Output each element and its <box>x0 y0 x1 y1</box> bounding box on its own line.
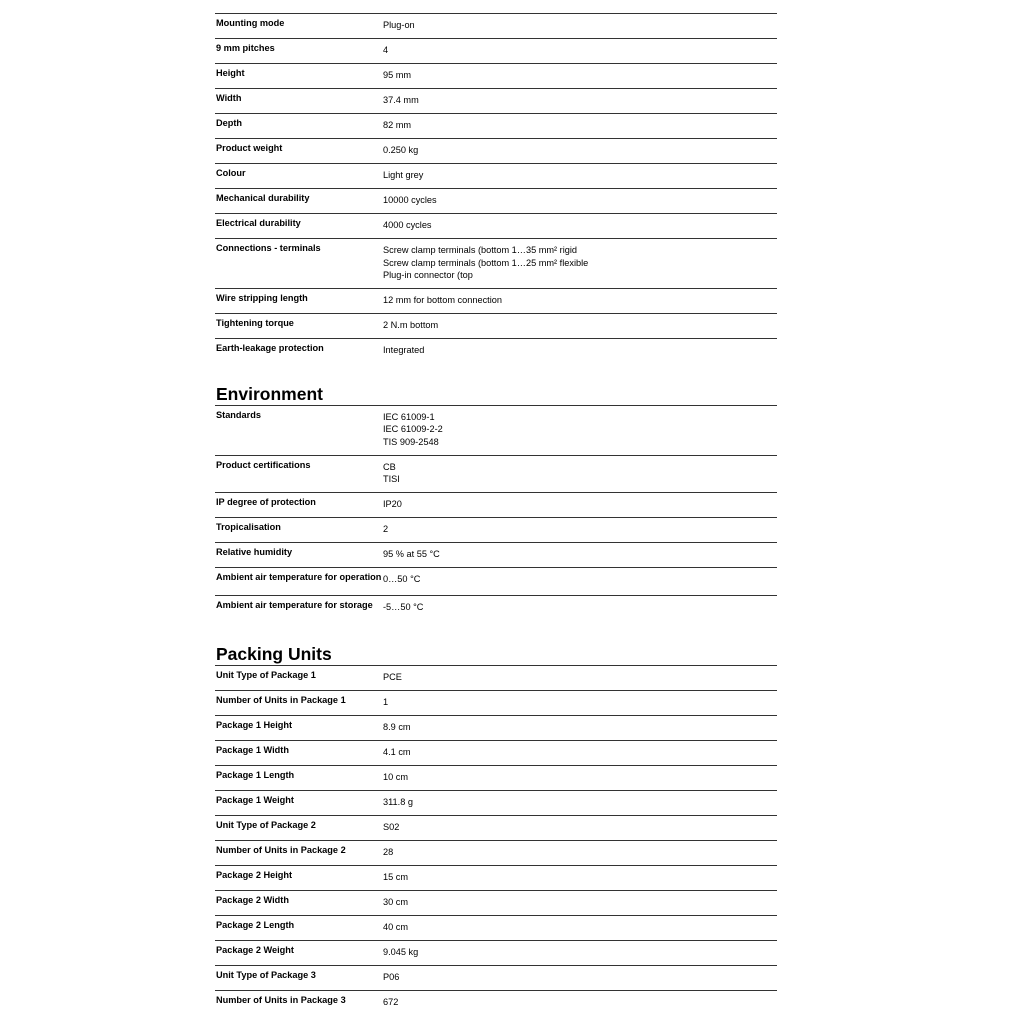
spec-row <box>215 188 777 213</box>
spec-label: Unit Type of Package 2 <box>216 819 316 830</box>
spec-value-line: 30 cm <box>383 896 409 907</box>
spec-row <box>215 690 777 715</box>
spec-sheet <box>215 13 777 1015</box>
spec-value <box>383 741 777 765</box>
spec-label: Product certifications <box>216 459 311 470</box>
spec-label: Connections - terminals <box>216 243 321 253</box>
spec-value <box>383 543 777 567</box>
spec-label: Package 2 Width <box>216 894 289 905</box>
spec-value-line: 8.9 cm <box>383 721 411 732</box>
spec-value <box>383 339 777 363</box>
spec-label: Width <box>216 93 242 103</box>
spec-label: Number of Units in Package 1 <box>216 694 346 705</box>
spec-value-line: 9.045 kg <box>383 946 419 957</box>
spec-value <box>383 518 777 542</box>
spec-value <box>383 991 777 1015</box>
spec-label: Ambient air temperature for operation <box>216 571 382 582</box>
spec-row <box>215 405 777 455</box>
spec-row <box>215 517 777 542</box>
spec-value-line: 2 <box>383 523 389 534</box>
spec-value <box>383 816 777 840</box>
spec-value-line: Light grey <box>383 170 424 180</box>
spec-value <box>383 214 777 238</box>
spec-value <box>383 64 777 88</box>
spec-label: Package 2 Weight <box>216 944 294 955</box>
spec-value-line: 95 % at 55 °C <box>383 548 440 559</box>
spec-row <box>215 213 777 238</box>
spec-value <box>383 164 777 188</box>
spec-value-line: PCE <box>383 671 402 682</box>
spec-value <box>383 866 777 890</box>
spec-value <box>383 666 777 690</box>
spec-row <box>215 163 777 188</box>
spec-value <box>383 39 777 63</box>
spec-row <box>215 890 777 915</box>
spec-row <box>215 865 777 890</box>
spec-row <box>215 595 777 623</box>
spec-label: Package 1 Height <box>216 719 293 730</box>
spec-value <box>383 568 777 595</box>
spec-value-line: IEC 61009-1 <box>383 411 435 422</box>
spec-label: Colour <box>216 168 246 178</box>
spec-value-line: Plug-on <box>383 20 415 30</box>
spec-value-line: 0…50 °C <box>383 573 421 584</box>
spec-label: Number of Units in Package 3 <box>216 994 346 1005</box>
packing-units-spec-table <box>215 665 777 1015</box>
spec-value-line: CB <box>383 461 396 472</box>
spec-value-line: Screw clamp terminals (bottom 1…25 mm² flexible <box>383 257 589 268</box>
spec-label: IP degree of protection <box>216 496 316 507</box>
spec-label: Relative humidity <box>216 546 293 557</box>
spec-value-line: S02 <box>383 821 400 832</box>
spec-label: Ambient air temperature for storage <box>216 599 373 610</box>
spec-row <box>215 38 777 63</box>
spec-label: Package 1 Width <box>216 744 289 755</box>
spec-value <box>383 289 777 313</box>
spec-row <box>215 665 777 690</box>
spec-row <box>215 492 777 517</box>
spec-row <box>215 113 777 138</box>
spec-label: Package 2 Length <box>216 919 295 930</box>
spec-value <box>383 941 777 965</box>
spec-row <box>215 990 777 1015</box>
spec-value <box>383 139 777 163</box>
packing-units-section-title: Packing Units <box>216 643 332 664</box>
spec-row <box>215 765 777 790</box>
spec-label: Package 2 Height <box>216 869 293 880</box>
spec-value <box>383 239 777 288</box>
spec-label: Package 1 Weight <box>216 794 294 805</box>
spec-value-line: 0.250 kg <box>383 145 419 155</box>
spec-value-line: Plug-in connector (top <box>383 270 473 281</box>
spec-value <box>383 314 777 338</box>
spec-row <box>215 567 777 595</box>
spec-row <box>215 815 777 840</box>
spec-value <box>383 691 777 715</box>
spec-value-line: TISI <box>383 474 400 485</box>
spec-label: Number of Units in Package 2 <box>216 844 346 855</box>
spec-value <box>383 916 777 940</box>
spec-row <box>215 13 777 38</box>
spec-value <box>383 766 777 790</box>
spec-value-line: 10000 cycles <box>383 195 437 205</box>
spec-row <box>215 915 777 940</box>
spec-value-line: TIS 909-2548 <box>383 436 439 447</box>
spec-value-line: P06 <box>383 971 400 982</box>
spec-value <box>383 493 777 517</box>
spec-value-line: 672 <box>383 996 399 1007</box>
spec-label: Tightening torque <box>216 317 294 328</box>
spec-value-line: IP20 <box>383 498 402 509</box>
spec-value <box>383 596 777 623</box>
spec-row <box>215 965 777 990</box>
spec-label: Depth <box>216 118 243 128</box>
spec-label: Mounting mode <box>216 18 285 28</box>
spec-value-line: 4000 cycles <box>383 220 432 230</box>
spec-row <box>215 940 777 965</box>
spec-row <box>215 542 777 567</box>
spec-value-line: Integrated <box>383 344 425 355</box>
spec-row <box>215 88 777 113</box>
spec-label: Tropicalisation <box>216 521 281 532</box>
spec-label: Wire stripping length <box>216 292 308 303</box>
general-spec-table <box>215 13 777 363</box>
environment-spec-table <box>215 405 777 623</box>
spec-label: Earth-leakage protection <box>216 342 324 353</box>
environment-section-title: Environment <box>216 383 323 404</box>
spec-label: 9 mm pitches <box>216 43 275 53</box>
spec-value <box>383 114 777 138</box>
spec-label: Package 1 Length <box>216 769 295 780</box>
spec-label: Electrical durability <box>216 218 301 228</box>
spec-value-line: 28 <box>383 846 394 857</box>
spec-row <box>215 455 777 492</box>
spec-value-line: 40 cm <box>383 921 409 932</box>
spec-value-line: 4 <box>383 45 389 55</box>
spec-value <box>383 966 777 990</box>
spec-row <box>215 338 777 363</box>
spec-value <box>383 791 777 815</box>
spec-label: Standards <box>216 409 261 420</box>
spec-value <box>383 89 777 113</box>
spec-value-line: 95 mm <box>383 70 412 80</box>
spec-value-line: 82 mm <box>383 120 412 130</box>
spec-row <box>215 715 777 740</box>
spec-value <box>383 891 777 915</box>
spec-value-line: -5…50 °C <box>383 601 424 612</box>
spec-row <box>215 740 777 765</box>
spec-row <box>215 138 777 163</box>
spec-value <box>383 14 777 38</box>
spec-value <box>383 716 777 740</box>
spec-label: Product weight <box>216 143 283 153</box>
spec-label: Unit Type of Package 3 <box>216 969 316 980</box>
spec-value <box>383 189 777 213</box>
spec-value-line: 2 N.m bottom <box>383 319 439 330</box>
spec-row <box>215 790 777 815</box>
spec-value-line: 1 <box>383 696 389 707</box>
spec-label: Mechanical durability <box>216 193 310 203</box>
spec-label: Height <box>216 68 245 78</box>
spec-value-line: 12 mm for bottom connection <box>383 294 502 305</box>
spec-value-line: IEC 61009-2-2 <box>383 424 443 435</box>
spec-value-line: 10 cm <box>383 771 409 782</box>
spec-row <box>215 63 777 88</box>
spec-value <box>383 406 777 455</box>
spec-label: Unit Type of Package 1 <box>216 669 316 680</box>
spec-value-line: 37.4 mm <box>383 95 419 105</box>
spec-row <box>215 288 777 313</box>
spec-value-line: 15 cm <box>383 871 409 882</box>
spec-value <box>383 456 777 492</box>
spec-row <box>215 238 777 288</box>
spec-value-line: 311.8 g <box>383 796 413 807</box>
spec-value-line: Screw clamp terminals (bottom 1…35 mm² rigid <box>383 245 578 255</box>
spec-value <box>383 841 777 865</box>
spec-value-line: 4.1 cm <box>383 746 411 757</box>
spec-row <box>215 840 777 865</box>
spec-row <box>215 313 777 338</box>
